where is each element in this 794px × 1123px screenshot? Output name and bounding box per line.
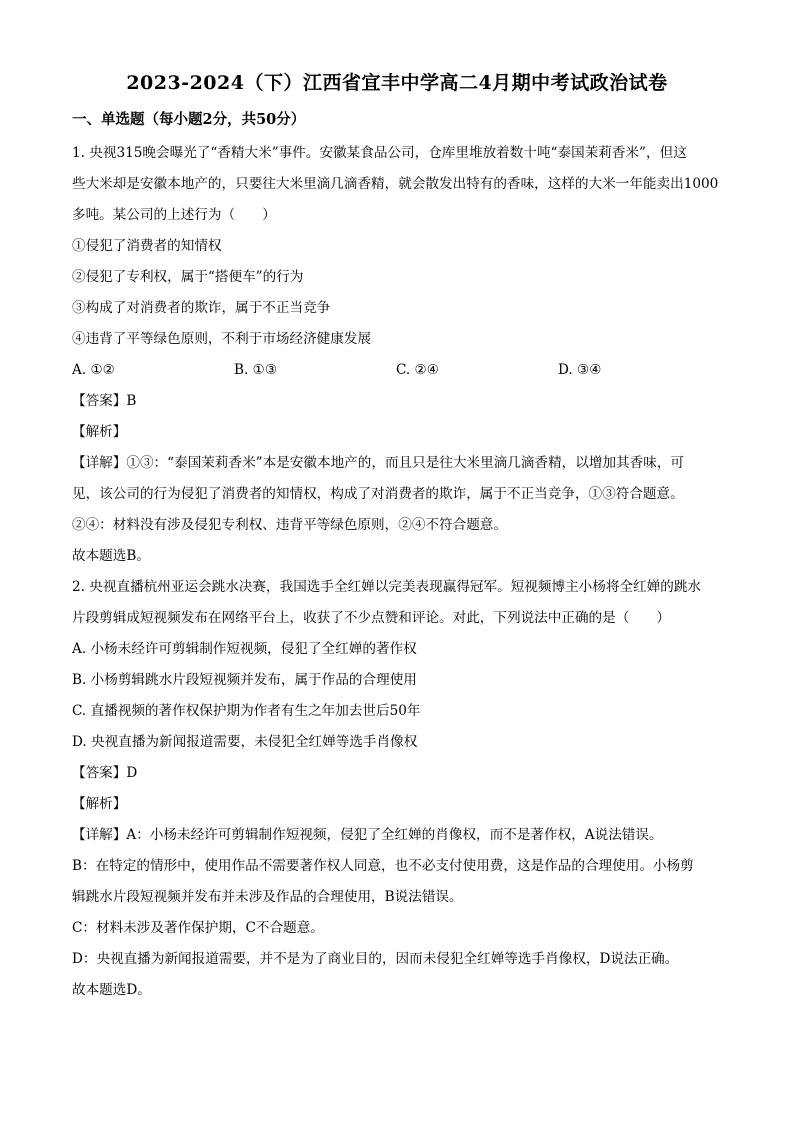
q2-detail-line: 辑跳水片段短视频并发布并未涉及作品的合理使用，B说法错误。 (72, 889, 463, 905)
q1-option-d: D. ③④ (558, 362, 602, 378)
q2-option-b: B. 小杨剪辑跳水片段短视频并发布，属于作品的合理使用 (72, 672, 417, 688)
question-2 (72, 572, 722, 1006)
q2-detail-line: 故本题选D。 (72, 982, 151, 998)
q1-option-b: B. ①③ (234, 362, 278, 378)
q2-detail-line: C：材料未涉及著作保护期，C不合题意。 (72, 920, 324, 936)
q1-detail-line: 见，该公司的行为侵犯了消费者的知情权，构成了对消费者的欺诈，属于不正当竞争，①③符合题意。 (72, 486, 684, 502)
q2-answer: 【答案】D (72, 765, 138, 781)
q2-stem-line: 2. 央视直播杭州亚运会跳水决赛，我国选手全红婵以完美表现赢得冠军。短视频博主小杨将全红婵的跳水 (72, 579, 702, 595)
q1-options (72, 355, 722, 386)
q2-detail-line: D：央视直播为新闻报道需要，并不是为了商业目的，因而未侵犯全红婵等选手肖像权，D说法正确。 (72, 951, 679, 967)
q1-item-4: ④违背了平等绿色原则，不利于市场经济健康发展 (72, 331, 372, 347)
q1-option-a: A. ①② (72, 362, 115, 378)
question-1 (72, 138, 722, 572)
q1-detail-line: 故本题选B。 (72, 548, 150, 564)
q1-stem-line: 1. 央视315晚会曝光了“香精大米”事件。安徽某食品公司，仓库里堆放着数十吨“泰国茉莉香米”，但这 (72, 145, 687, 161)
q1-detail-line: ②④：材料没有涉及侵犯专利权、违背平等绿色原则，②④不符合题意。 (72, 517, 507, 533)
q2-option-c: C. 直播视频的著作权保护期为作者有生之年加去世后50年 (72, 703, 421, 719)
q1-answer: 【答案】B (72, 393, 137, 409)
q2-option-d: D. 央视直播为新闻报道需要，未侵犯全红婵等选手肖像权 (72, 734, 418, 750)
q1-analysis-label: 【解析】 (72, 424, 127, 440)
q1-item-1: ①侵犯了消费者的知情权 (72, 238, 222, 254)
q1-stem-line: 些大米却是安徽本地产的，只要往大米里滴几滴香精，就会散发出特有的香味，这样的大米一年能卖出1000 (72, 176, 719, 192)
q2-option-a: A. 小杨未经许可剪辑制作短视频，侵犯了全红婵的著作权 (72, 641, 417, 657)
q2-analysis-label: 【解析】 (72, 796, 127, 812)
q1-stem-line: 多吨。某公司的上述行为（ ） (72, 207, 276, 223)
q2-detail-line: B：在特定的情形中，使用作品不需要著作权人同意，也不必支付使用费，这是作品的合理使用。小杨剪 (72, 858, 694, 874)
question-content (72, 138, 722, 1006)
page-title: 2023-2024（下）江西省宜丰中学高二4月期中考试政治试卷 (126, 72, 668, 94)
q1-option-c: C. ②④ (396, 362, 439, 378)
q2-detail-line: 【详解】A：小杨未经许可剪辑制作短视频，侵犯了全红婵的肖像权，而不是著作权，A说法错误。 (72, 827, 663, 843)
q2-stem-line: 片段剪辑成短视频发布在网络平台上，收获了不少点赞和评论。对此，下列说法中正确的是（ ） (72, 610, 671, 626)
q1-item-2: ②侵犯了专利权，属于“搭便车”的行为 (72, 269, 304, 285)
q1-detail-line: 【详解】①③：“泰国茉莉香米”本是安徽本地产的，而且只是往大米里滴几滴香精，以增加其香味，可 (72, 455, 685, 471)
section-heading: 一、单选题（每小题2分，共50分） (72, 111, 306, 128)
q1-item-3: ③构成了对消费者的欺诈，属于不正当竞争 (72, 300, 331, 316)
